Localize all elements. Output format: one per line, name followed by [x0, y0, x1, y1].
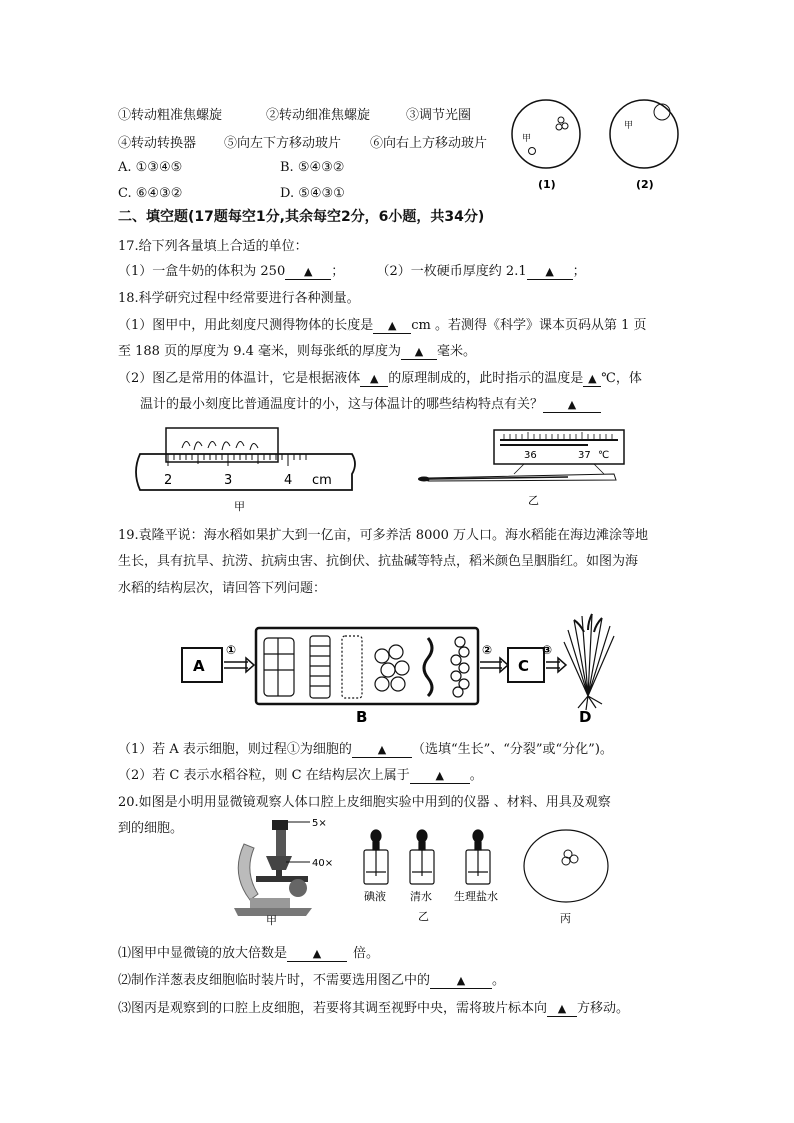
q19-part1: （1）若 A 表示细胞，则过程①为细胞的 ▲ （选填“生长”、“分裂”或“分化”)。	[118, 742, 613, 757]
field-of-view-cells	[524, 830, 608, 902]
ruler-figure	[130, 420, 362, 518]
q19-line2: 生长，具有抗旱、抗涝、抗病虫害、抗倒伏、抗盐碱等特点，稻米颜色呈胭脂红。如图为海	[118, 554, 639, 569]
q18-stem: 18.科学研究过程中经常要进行各种测量。	[118, 291, 360, 306]
arrow-2-label: ②	[482, 643, 493, 657]
answer-blank[interactable]: ▲	[430, 974, 492, 989]
fig2-caption: (2)	[636, 178, 654, 191]
option-6: ⑥向右上方移动玻片	[370, 136, 488, 151]
q20-line1: 20.如图是小明用显微镜观察人体口腔上皮细胞实验中用到的仪器 、材料、用具及观察	[118, 795, 611, 810]
answer-blank[interactable]: ▲	[547, 1002, 577, 1017]
field-of-view-2	[610, 100, 678, 168]
svg-text:C: C	[518, 657, 530, 675]
cell-mark-large	[654, 104, 670, 120]
q20-figure	[226, 814, 626, 926]
q20-part1: ⑴图甲中显微镜的放大倍数是 ▲ 倍。	[118, 946, 380, 961]
answer-blank[interactable]: ▲	[285, 265, 331, 280]
answer-blank[interactable]: ▲	[373, 319, 411, 334]
option-5: ⑤向左下方移动玻片	[224, 136, 342, 151]
q20-part3: ⑶图丙是观察到的口腔上皮细胞，若要将其调至视野中央，需将玻片标本向 ▲ 方移动。	[118, 1001, 630, 1016]
q17-parts: （1）一盒牛奶的体积为 250 ▲ ； （2）一枚硬币厚度约 2.1 ▲ ；	[118, 264, 586, 279]
q20-line2: 到的细胞。	[118, 821, 184, 836]
q18-part2-line1: （2）图乙是常用的体温计，它是根据液体 ▲ 的原理制成的，此时指示的温度是 ▲ ℃，体	[118, 371, 642, 386]
ruler-tick-label: 2	[164, 473, 173, 488]
option-3: ③调节光圈	[406, 108, 472, 123]
bottle-iodine: 碘液	[364, 890, 386, 903]
dropper-bottles	[364, 830, 490, 884]
ruler-tick-label: 4	[284, 473, 293, 488]
answer-blank[interactable]: ▲	[543, 398, 601, 413]
field-of-view-figures	[506, 96, 686, 196]
box-b-tissues	[256, 628, 478, 704]
thermo-label-37: 37	[578, 450, 591, 461]
option-1: ①转动粗准焦螺旋	[118, 108, 223, 123]
option-2: ②转动细准焦螺旋	[266, 108, 371, 123]
answer-blank[interactable]: ▲	[410, 769, 470, 784]
rice-plant-icon	[564, 614, 614, 710]
bottle-saline: 生理盐水	[454, 890, 498, 903]
answer-blank[interactable]: ▲	[360, 372, 388, 387]
choice-a: A. ①③④⑤	[118, 160, 183, 175]
label-b: B	[356, 708, 368, 726]
option-4: ④转动转换器	[118, 136, 197, 151]
choice-b: B. ⑤④③②	[280, 160, 345, 175]
ruler-tick-label: 3	[224, 473, 233, 488]
fig1-label: 甲	[522, 134, 532, 144]
answer-blank[interactable]: ▲	[527, 265, 573, 280]
label-d: D	[579, 708, 592, 726]
thermometer-caption: 乙	[528, 494, 539, 507]
answer-blank[interactable]: ▲	[401, 345, 437, 360]
ruler-caption: 甲	[234, 500, 245, 513]
q18-part1-line2: 至 188 页的厚度为 9.4 毫米，则每张纸的厚度为 ▲ 毫米。	[118, 344, 477, 359]
cheek-cells	[562, 850, 578, 865]
q18-part1-line1: （1）图甲中，用此刻度尺测得物体的长度是 ▲ cm 。若测得《科学》课本页码从第 1 页	[118, 318, 647, 333]
fig-jia-caption: 甲	[266, 914, 277, 926]
q19-line1: 19.袁隆平说：海水稻如果扩大到一亿亩，可多养活 8000 万人口。海水稻能在海边滩涂等地	[118, 528, 649, 543]
bottle-water: 清水	[410, 890, 432, 903]
answer-blank[interactable]: ▲	[583, 372, 601, 387]
q17-stem: 17.给下列各量填上合适的单位：	[118, 239, 308, 254]
microscope-icon	[234, 820, 312, 916]
section-heading: 二、填空题(17题每空1分,其余每空2分，6小题，共34分)	[118, 209, 485, 225]
arrow-3-label: ③	[542, 643, 553, 657]
objective-label: 40×	[312, 858, 334, 869]
q17-part1-text: （1）一盒牛奶的体积为 250	[118, 264, 286, 279]
ruler-unit-label: cm	[312, 473, 332, 488]
q18-part2-line2: 温计的最小刻度比普通温度计的小，这与体温计的哪些结构特点有关？ ▲	[140, 393, 601, 413]
q19-line3: 水稻的结构层次，请回答下列问题：	[118, 581, 327, 596]
thermometer-figure	[418, 428, 626, 510]
fig-bing-caption: 丙	[560, 912, 571, 925]
eyepiece-label: 5×	[312, 818, 327, 829]
cell-mark	[529, 148, 536, 155]
thermo-unit: ℃	[598, 450, 610, 461]
q20-part2: ⑵制作洋葱表皮细胞临时装片时，不需要选用图乙中的 ▲ 。	[118, 973, 506, 988]
structure-levels-diagram	[176, 610, 616, 728]
arrow-1-label: ①	[226, 643, 237, 657]
choice-d: D. ⑤④③①	[280, 186, 345, 201]
thermo-label-36: 36	[524, 450, 537, 461]
fig2-label: 甲	[624, 121, 634, 131]
fig1-caption: (1)	[538, 178, 556, 191]
fig-yi-caption: 乙	[418, 910, 429, 923]
q17-part2-text: （2）一枚硬币厚度约 2.1	[376, 264, 527, 279]
q19-part2: （2）若 C 表示水稻谷粒，则 C 在结构层次上属于 ▲ 。	[118, 768, 483, 783]
answer-blank[interactable]: ▲	[287, 947, 347, 962]
svg-text:A: A	[193, 657, 205, 675]
choice-c: C. ⑥④③②	[118, 186, 183, 201]
answer-blank[interactable]: ▲	[352, 743, 412, 758]
